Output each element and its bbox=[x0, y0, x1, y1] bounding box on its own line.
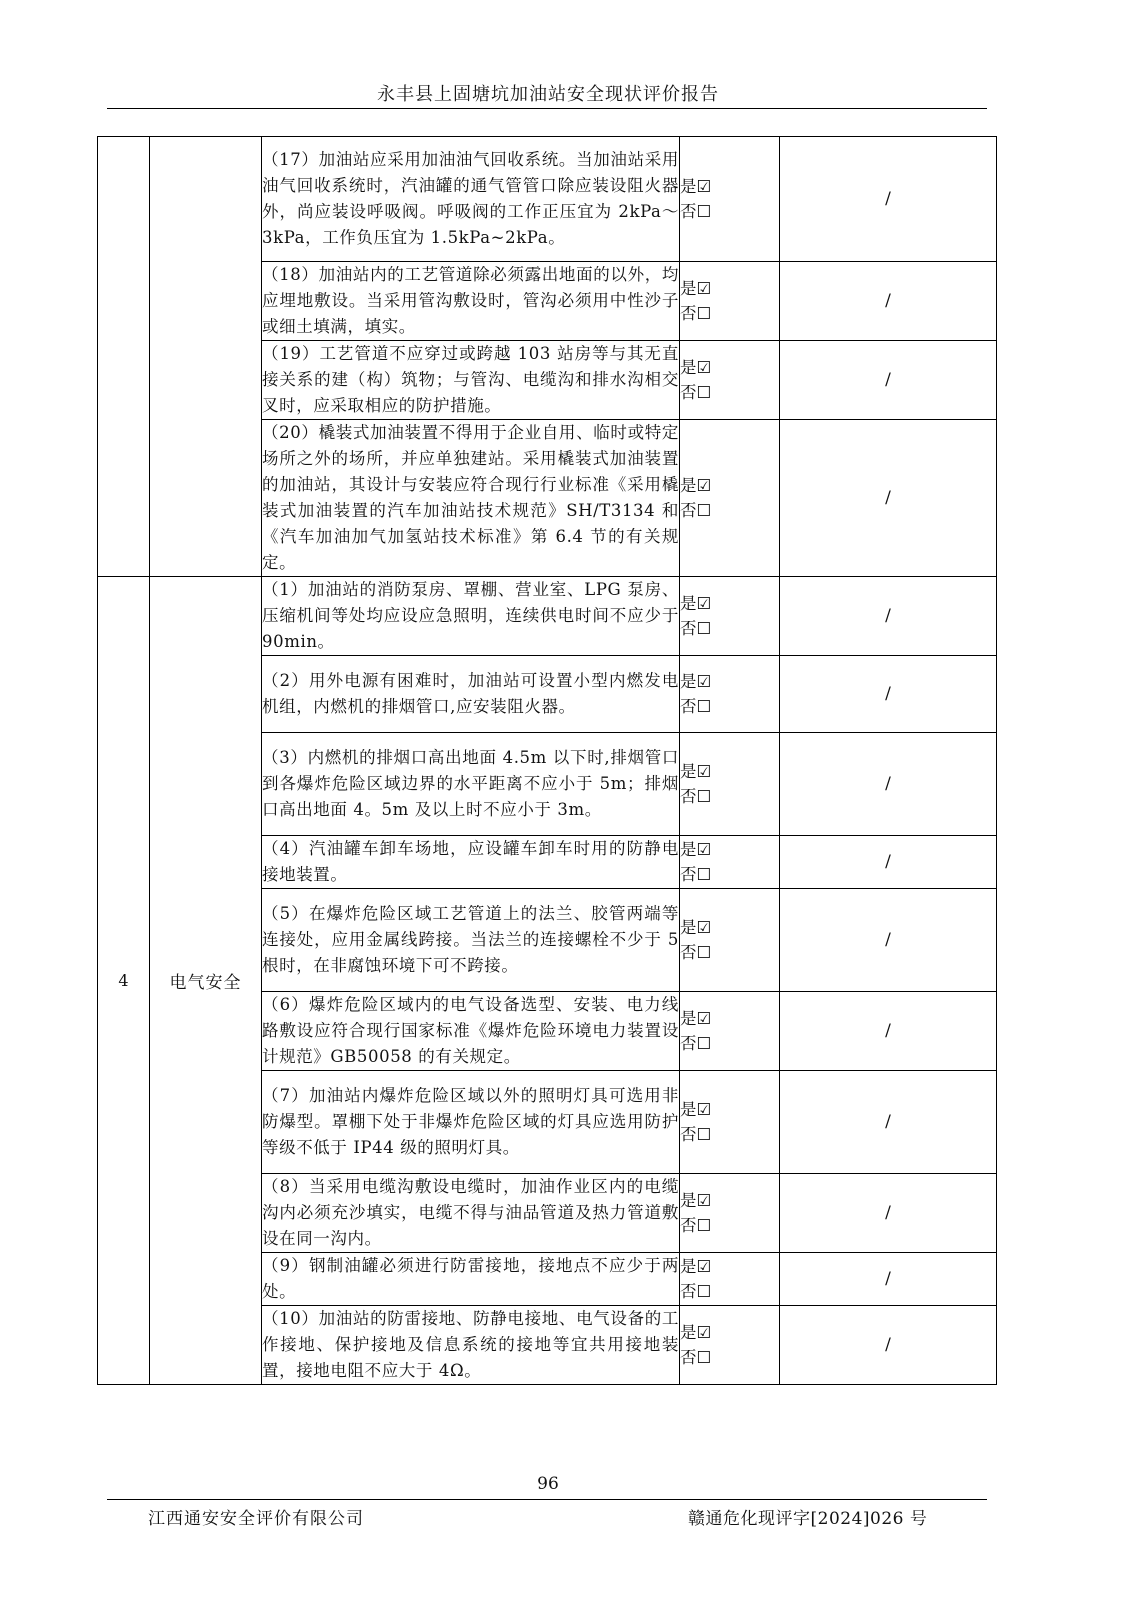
compliance-check bbox=[680, 137, 780, 262]
checkbox-no: 否☐ bbox=[680, 619, 712, 638]
checkbox-yes: 是☑ bbox=[680, 594, 712, 613]
checkbox-no: 否☐ bbox=[680, 1216, 712, 1235]
requirement-text: （6）爆炸危险区域内的电气设备选型、安装、电力线路敷设应符合现行国家标准《爆炸危险环境电力装置设计规范》GB50058 的有关规定。 bbox=[262, 992, 680, 1071]
safety-checklist-table bbox=[97, 136, 997, 1385]
requirement-text: （1）加油站的消防泵房、罩棚、营业室、LPG 泵房、压缩机间等处均应设应急照明，连续供电时间不应少于 90min。 bbox=[262, 577, 680, 656]
compliance-check bbox=[680, 262, 780, 341]
remark-cell: / bbox=[780, 262, 997, 341]
compliance-check bbox=[680, 1071, 780, 1174]
compliance-check bbox=[680, 1253, 780, 1306]
checkbox-no: 否☐ bbox=[680, 1125, 712, 1144]
checkbox-no: 否☐ bbox=[680, 1034, 712, 1053]
checkbox-no: 否☐ bbox=[680, 1348, 712, 1367]
table-row bbox=[98, 577, 997, 656]
checkbox-no: 否☐ bbox=[680, 787, 712, 806]
requirement-text: （7）加油站内爆炸危险区域以外的照明灯具可选用非防爆型。罩棚下处于非爆炸危险区域的灯具应选用防护等级不低于 IP44 级的照明灯具。 bbox=[262, 1071, 680, 1174]
remark-cell: / bbox=[780, 889, 997, 992]
checkbox-yes: 是☑ bbox=[680, 279, 712, 298]
checkbox-no: 否☐ bbox=[680, 1282, 712, 1301]
remark-cell: / bbox=[780, 1071, 997, 1174]
requirement-text: （19）工艺管道不应穿过或跨越 103 站房等与其无直接关系的建（构）筑物；与管沟、电缆沟和排水沟相交叉时，应采取相应的防护措施。 bbox=[262, 341, 680, 420]
requirement-text: （8）当采用电缆沟敷设电缆时，加油作业区内的电缆沟内必须充沙填实，电缆不得与油品管道及热力管道敷设在同一沟内。 bbox=[262, 1174, 680, 1253]
page-header-title: 永丰县上固塘坑加油站安全现状评价报告 bbox=[377, 84, 719, 105]
compliance-check bbox=[680, 992, 780, 1071]
compliance-check bbox=[680, 733, 780, 836]
checkbox-no: 否☐ bbox=[680, 865, 712, 884]
compliance-check bbox=[680, 836, 780, 889]
checkbox-yes: 是☑ bbox=[680, 1100, 712, 1119]
checkbox-no: 否☐ bbox=[680, 383, 712, 402]
checkbox-yes: 是☑ bbox=[680, 918, 712, 937]
requirement-text: （5）在爆炸危险区域工艺管道上的法兰、胶管两端等连接处，应用金属线跨接。当法兰的连接螺栓不少于 5 根时，在非腐蚀环境下可不跨接。 bbox=[262, 889, 680, 992]
header-divider bbox=[107, 108, 987, 109]
checkbox-no: 否☐ bbox=[680, 501, 712, 520]
checkbox-yes: 是☑ bbox=[680, 1191, 712, 1210]
remark-cell: / bbox=[780, 341, 997, 420]
checkbox-yes: 是☑ bbox=[680, 358, 712, 377]
page-number: 96 bbox=[537, 1474, 559, 1494]
checkbox-no: 否☐ bbox=[680, 697, 712, 716]
remark-cell: / bbox=[780, 992, 997, 1071]
checkbox-yes: 是☑ bbox=[680, 672, 712, 691]
item-number-cell: 4 bbox=[98, 577, 150, 1385]
compliance-check bbox=[680, 889, 780, 992]
remark-cell: / bbox=[780, 577, 997, 656]
remark-cell: / bbox=[780, 420, 997, 577]
footer-report-code: 赣通危化现评字[2024]026 号 bbox=[688, 1509, 928, 1529]
remark-cell: / bbox=[780, 836, 997, 889]
item-number-cell bbox=[98, 137, 150, 577]
remark-cell: / bbox=[780, 1306, 997, 1385]
footer-company-name: 江西通安安全评价有限公司 bbox=[148, 1509, 364, 1529]
table-row bbox=[98, 137, 997, 262]
compliance-check bbox=[680, 1174, 780, 1253]
remark-cell: / bbox=[780, 137, 997, 262]
remark-cell: / bbox=[780, 1174, 997, 1253]
requirement-text: （17）加油站应采用加油油气回收系统。当加油站采用油气回收系统时，汽油罐的通气管管口除应装设阻火器外，尚应装设呼吸阀。呼吸阀的工作正压宜为 2kPa～3kPa，工作负压宜为 1.5kPa~2kPa。 bbox=[262, 137, 680, 262]
remark-cell: / bbox=[780, 1253, 997, 1306]
checkbox-no: 否☐ bbox=[680, 943, 712, 962]
checkbox-yes: 是☑ bbox=[680, 476, 712, 495]
requirement-text: （9）钢制油罐必须进行防雷接地，接地点不应少于两处。 bbox=[262, 1253, 680, 1306]
requirement-text: （18）加油站内的工艺管道除必须露出地面的以外，均应埋地敷设。当采用管沟敷设时，管沟必须用中性沙子或细土填满，填实。 bbox=[262, 262, 680, 341]
checkbox-yes: 是☑ bbox=[680, 1257, 712, 1276]
compliance-check bbox=[680, 1306, 780, 1385]
checkbox-yes: 是☑ bbox=[680, 1009, 712, 1028]
category-cell: 电气安全 bbox=[150, 577, 262, 1385]
checkbox-yes: 是☑ bbox=[680, 177, 712, 196]
checkbox-no: 否☐ bbox=[680, 202, 712, 221]
remark-cell: / bbox=[780, 656, 997, 733]
checkbox-yes: 是☑ bbox=[680, 840, 712, 859]
requirement-text: （10）加油站的防雷接地、防静电接地、电气设备的工作接地、保护接地及信息系统的接地等宜共用接地装置，接地电阻不应大于 4Ω。 bbox=[262, 1306, 680, 1385]
category-cell bbox=[150, 137, 262, 577]
requirement-text: （4）汽油罐车卸车场地，应设罐车卸车时用的防静电接地装置。 bbox=[262, 836, 680, 889]
checkbox-yes: 是☑ bbox=[680, 762, 712, 781]
compliance-check bbox=[680, 656, 780, 733]
requirement-text: （20）橇装式加油装置不得用于企业自用、临时或特定场所之外的场所，并应单独建站。采用橇装式加油装置的加油站，其设计与安装应符合现行行业标准《采用橇装式加油装置的汽车加油站技术规范》SH/T3134 和《汽车加油加气加氢站技术标准》第 6.4 节的有关规定。 bbox=[262, 420, 680, 577]
compliance-check bbox=[680, 341, 780, 420]
requirement-text: （3）内燃机的排烟口高出地面 4.5m 以下时,排烟管口到各爆炸危险区域边界的水平距离不应小于 5m；排烟口高出地面 4。5m 及以上时不应小于 3m。 bbox=[262, 733, 680, 836]
compliance-check bbox=[680, 577, 780, 656]
compliance-check bbox=[680, 420, 780, 577]
checkbox-no: 否☐ bbox=[680, 304, 712, 323]
checkbox-yes: 是☑ bbox=[680, 1323, 712, 1342]
requirement-text: （2）用外电源有困难时，加油站可设置小型内燃发电机组，内燃机的排烟管口,应安装阻火器。 bbox=[262, 656, 680, 733]
footer-divider bbox=[107, 1499, 987, 1500]
remark-cell: / bbox=[780, 733, 997, 836]
